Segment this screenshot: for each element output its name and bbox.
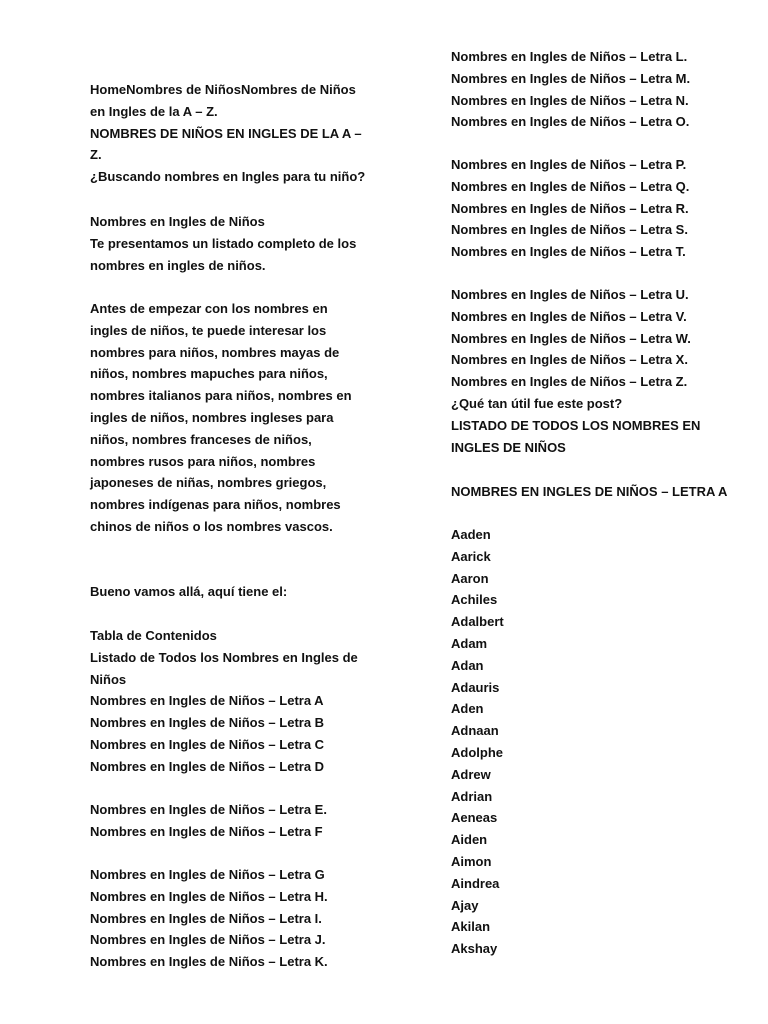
list-heading: LISTADO DE TODOS LOS NOMBRES EN — [451, 417, 701, 433]
toc-link[interactable]: Nombres en Ingles de Niños – Letra C — [90, 736, 325, 752]
intro-text-line: Te presentamos un listado completo de los — [90, 235, 357, 251]
paragraph-line: ingles de niños, nombres ingleses para — [90, 409, 334, 425]
toc-group-l-o — [451, 46, 751, 133]
intro-text-line: nombres en ingles de niños. — [90, 257, 266, 273]
toc-link[interactable]: Nombres en Ingles de Niños – Letra F — [90, 823, 323, 839]
toc-group-e-f — [90, 799, 365, 843]
name-item: Ajay — [451, 897, 479, 913]
toc-link[interactable]: Nombres en Ingles de Niños – Letra M. — [451, 70, 691, 86]
name-item: Achiles — [451, 592, 498, 608]
section-subtitle: Nombres en Ingles de Niños — [90, 214, 265, 229]
lead-block — [90, 581, 365, 603]
toc-link[interactable]: Listado de Todos los Nombres en Ingles de — [90, 649, 358, 665]
toc-group-u-z — [451, 284, 751, 458]
name-item: Adam — [451, 635, 488, 651]
toc-link[interactable]: Nombres en Ingles de Niños – Letra Z. — [451, 374, 688, 390]
toc-link-continued[interactable]: Niños — [90, 671, 127, 687]
list-heading-continued: INGLES DE NIÑOS — [451, 439, 566, 455]
intro-question: ¿Buscando nombres en Ingles para tu niño? — [90, 169, 366, 185]
toc-link[interactable]: Nombres en Ingles de Niños – Letra G — [90, 867, 325, 882]
toc-link[interactable]: Nombres en Ingles de Niños – Letra J. — [90, 932, 326, 948]
name-item: Aiden — [451, 832, 488, 848]
toc-link[interactable]: Nombres en Ingles de Niños – Letra D — [90, 758, 325, 774]
name-item: Adalbert — [451, 614, 504, 630]
toc-link[interactable]: Nombres en Ingles de Niños – Letra U. — [451, 287, 689, 302]
toc-link[interactable]: Nombres en Ingles de Niños – Letra B — [90, 715, 325, 731]
toc-link[interactable]: Nombres en Ingles de Niños – Letra R. — [451, 200, 689, 216]
paragraph-line: japoneses de niñas, nombres griegos, — [90, 475, 327, 491]
toc-block — [90, 625, 365, 778]
toc-link[interactable]: Nombres en Ingles de Niños – Letra K. — [90, 954, 328, 970]
name-item: Adnaan — [451, 723, 499, 739]
name-item: Aeneas — [451, 810, 498, 826]
breadcrumb-continued: en Ingles de la A – Z. — [90, 103, 218, 119]
lead-text: Bueno vamos allá, aquí tiene el: — [90, 584, 288, 599]
name-item: Adolphe — [451, 744, 503, 760]
toc-link[interactable]: Nombres en Ingles de Niños – Letra H. — [90, 888, 328, 904]
subtitle-block — [90, 211, 365, 276]
page-title-continued: Z. — [90, 147, 102, 163]
name-item: Akilan — [451, 919, 491, 935]
paragraph-line: chinos de niños o los nombres vascos. — [90, 518, 333, 534]
name-item: Aden — [451, 701, 484, 717]
name-item: Aaron — [451, 570, 489, 586]
toc-link[interactable]: Nombres en Ingles de Niños – Letra I. — [90, 910, 322, 926]
letter-a-heading-block — [451, 481, 751, 503]
toc-link[interactable]: Nombres en Ingles de Niños – Letra N. — [451, 92, 689, 108]
toc-link[interactable]: Nombres en Ingles de Niños – Letra P. — [451, 157, 687, 172]
toc-link[interactable]: Nombres en Ingles de Niños – Letra W. — [451, 330, 691, 346]
name-item: Akshay — [451, 941, 498, 957]
paragraph-line: niños, nombres mapuches para niños, — [90, 366, 328, 382]
toc-link[interactable]: Nombres en Ingles de Niños – Letra E. — [90, 802, 327, 817]
toc-link[interactable]: Nombres en Ingles de Niños – Letra A — [90, 693, 324, 709]
toc-group-p-t — [451, 154, 751, 263]
toc-link[interactable]: Nombres en Ingles de Niños – Letra O. — [451, 114, 690, 130]
intro-paragraph — [90, 298, 365, 538]
breadcrumb[interactable]: HomeNombres de NiñosNombres de Niños — [90, 82, 356, 97]
toc-link[interactable]: Nombres en Ingles de Niños – Letra V. — [451, 308, 687, 324]
toc-link[interactable]: Nombres en Ingles de Niños – Letra T. — [451, 244, 686, 260]
name-item: Adrian — [451, 788, 493, 804]
name-item: Aarick — [451, 548, 491, 564]
paragraph-line: nombres indígenas para niños, nombres — [90, 497, 341, 513]
paragraph-line: nombres italianos para niños, nombres en — [90, 388, 352, 404]
page-title: NOMBRES DE NIÑOS EN INGLES DE LA A – — [90, 125, 362, 141]
toc-link[interactable]: Nombres en Ingles de Niños – Letra S. — [451, 222, 688, 238]
name-item: Adrew — [451, 766, 491, 782]
paragraph-line: nombres para niños, nombres mayas de — [90, 344, 340, 360]
paragraph-line: niños, nombres franceses de niños, — [90, 431, 312, 447]
name-item: Adauris — [451, 679, 500, 695]
paragraph-line: ingles de niños, te puede interesar los — [90, 322, 327, 338]
toc-link-rating[interactable]: ¿Qué tan útil fue este post? — [451, 395, 623, 411]
name-item: Aindrea — [451, 875, 500, 891]
toc-link[interactable]: Nombres en Ingles de Niños – Letra L. — [451, 49, 688, 64]
name-item: Aaden — [451, 527, 491, 542]
name-item: Aimon — [451, 853, 492, 869]
letter-a-heading: NOMBRES EN INGLES DE NIÑOS – LETRA A — [451, 484, 728, 499]
paragraph-line: nombres rusos para niños, nombres — [90, 453, 316, 469]
toc-link[interactable]: Nombres en Ingles de Niños – Letra X. — [451, 352, 688, 368]
toc-heading: Tabla de Contenidos — [90, 628, 217, 643]
toc-link[interactable]: Nombres en Ingles de Niños – Letra Q. — [451, 178, 690, 194]
paragraph-line: Antes de empezar con los nombres en — [90, 301, 328, 316]
toc-group-g-k — [90, 864, 365, 973]
names-list — [451, 524, 751, 960]
name-item: Adan — [451, 657, 484, 673]
intro-block — [90, 79, 365, 188]
